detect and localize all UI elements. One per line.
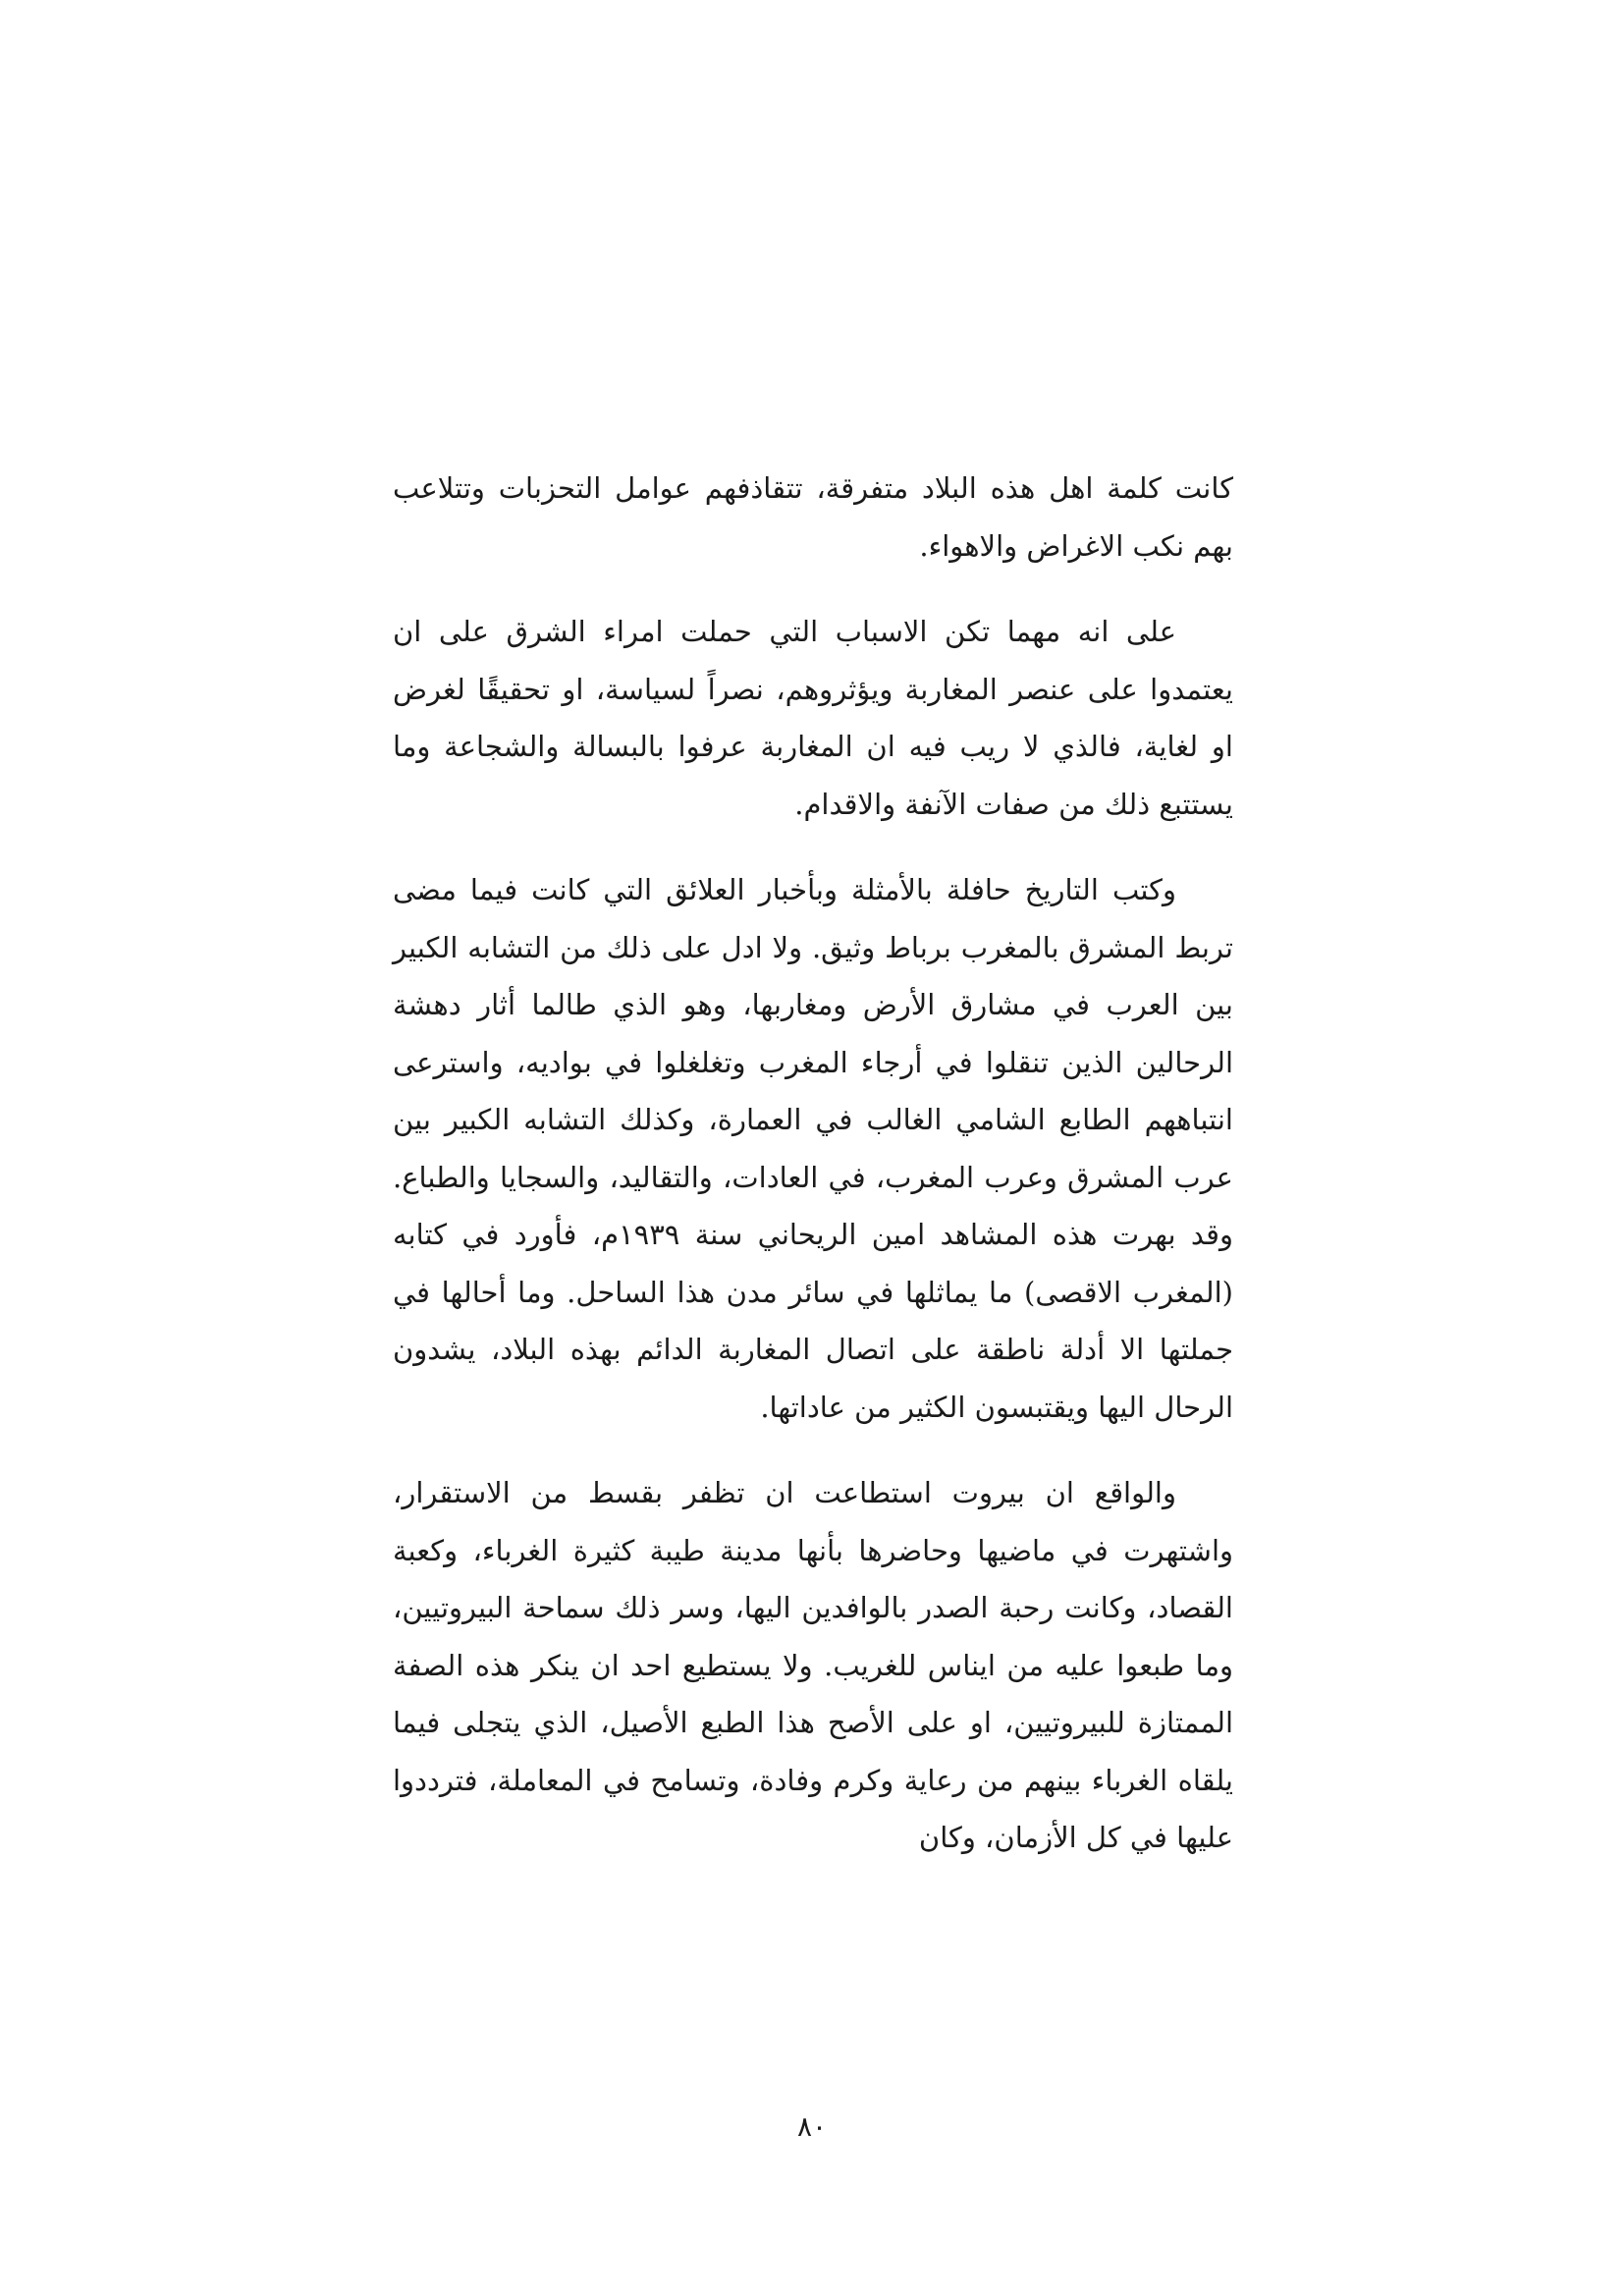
page-number: ٨٠ — [796, 2110, 828, 2143]
paragraph-1: كانت كلمة اهل هذه البلاد متفرقة، تتقاذفهم عوامل التحزبات وتتلاعب بهم نكب الاغراض والاهواء. — [393, 471, 1233, 563]
body-text — [393, 460, 1233, 1867]
paragraph-2: على انه مهما تكن الاسباب التي حملت امراء الشرق على ان يعتمدوا على عنصر المغاربة ويؤثروهم، نصراً لسياسة، او تحقيقًا لغرض او لغاية، فالذي لا ريب فيه ان المغاربة عرفوا بالبسالة والشجاعة وما يستتبع ذلك من صفات الآنفة والاقدام. — [393, 615, 1233, 821]
paragraph-4: والواقع ان بيروت استطاعت ان تظفر بقسط من الاستقرار، واشتهرت في ماضيها وحاضرها بأنها مدينة طيبة كثيرة الغرباء، وكعبة القصاد، وكانت رحبة الصدر بالوافدين اليها، وسر ذلك سماحة البيروتيين، وما طبعوا عليه من ايناس للغريب. ولا يستطيع احد ان ينكر هذه الصفة الممتازة للبيروتيين، او على الأصح هذا الطبع الأصيل، الذي يتجلى فيما يلقاه الغرباء بينهم من رعاية وكرم وفادة، وتسامح في المعاملة، فترددوا عليها في كل الأزمان، وكان — [393, 1476, 1233, 1854]
paragraph-3: وكتب التاريخ حافلة بالأمثلة وبأخبار العلائق التي كانت فيما مضى تربط المشرق بالمغرب برباط وثيق. ولا ادل على ذلك من التشابه الكبير بين العرب في مشارق الأرض ومغاربها، وهو الذي طالما أثار دهشة الرحالين الذين تنقلوا في أرجاء المغرب وتغلغلوا في بواديه، واسترعى انتباههم الطابع الشامي الغالب في العمارة، وكذلك التشابه الكبير بين عرب المشرق وعرب المغرب، في العادات، والتقاليد، والسجايا والطباع. وقد بهرت هذه المشاهد امين الريحاني سنة ١٩٣٩م، فأورد في كتابه (المغرب الاقصى) ما يماثلها في سائر مدن هذا الساحل. وما أحالها في جملتها الا أدلة ناطقة على اتصال المغاربة الدائم بهذه البلاد، يشدون الرحال اليها ويقتبسون الكثير من عاداتها. — [393, 873, 1234, 1424]
